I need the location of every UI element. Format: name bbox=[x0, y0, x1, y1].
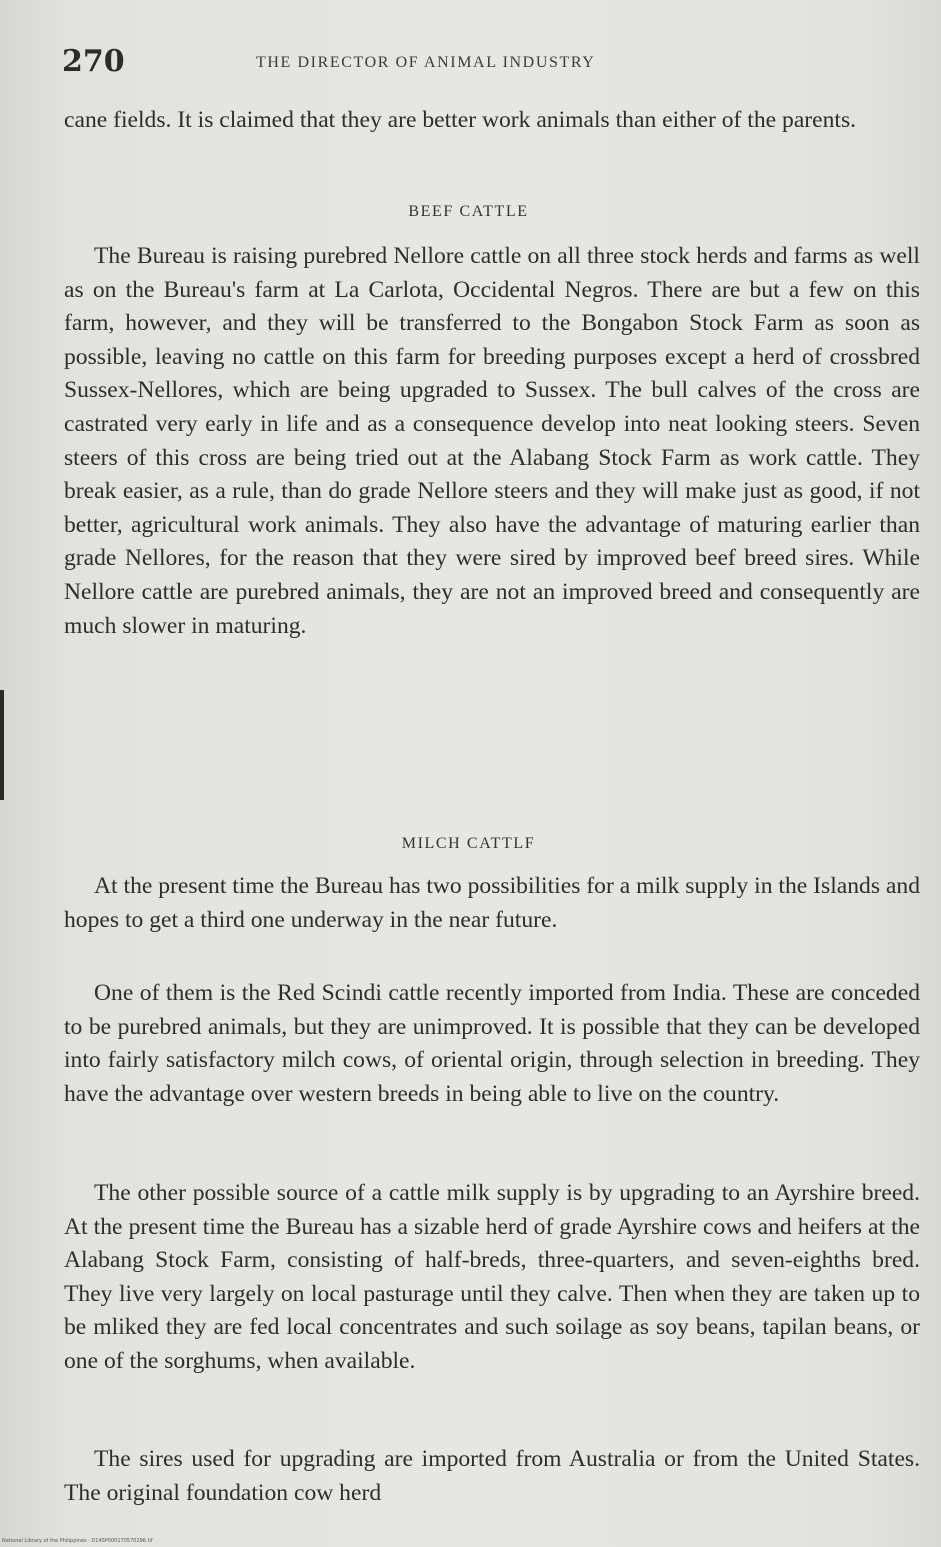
section-heading-milch-cattle: MILCH CATTLF bbox=[401, 835, 536, 852]
paragraph-sires: The sires used for upgrading are imported from Australia or from the United States. The original foundation cow herd bbox=[64, 1446, 920, 1506]
page-edge-shadow bbox=[0, 690, 4, 800]
scan-footer: National Library of the Philippines · D14SP000170570296.tif bbox=[2, 1538, 153, 1544]
section-heading-beef-cattle: BEEF CATTLE bbox=[408, 203, 529, 220]
page-number: 270 bbox=[62, 44, 125, 79]
paragraph-ayrshire: The other possible source of a cattle milk supply is by upgrading to an Ayrshire breed. At the present time the Bureau has a sizable herd of grade Ayrshire cows and heifers at the Alabang Stock Farm, consisting of half-breds, three-quarters, and seven-eighths bred. They live very largely on local pasturage until they calve. Then when they are taken up to be mliked they are fed local concentrates and such soilage as soy beans, tapilan beans, or one of the sorghums, when available. bbox=[64, 1180, 920, 1374]
paragraph-milk-supply: At the present time the Bureau has two possibilities for a milk supply in the Islands and hopes to get a third one underway in the near future. bbox=[64, 873, 920, 933]
paragraph-cane-fields: cane fields. It is claimed that they are better work animals than either of the parents. bbox=[64, 107, 857, 133]
paragraph-nellore-cattle: The Bureau is raising purebred Nellore cattle on all three stock herds and farms as well as on the Bureau's farm at La Carlota, Occidental Negros. There are but a few on this farm, however, and they will be transferred to the Bongabon Stock Farm as soon as possible, leaving no cattle on this farm for breeding purposes except a herd of crossbred Sussex-Nellores, which are being upgraded to Sussex. The bull calves of the cross are castrated very early in life and as a consequence develop into neat looking steers. Seven steers of this cross are being tried out at the Alabang Stock Farm as work cattle. They break easier, as a rule, than do grade Nellore steers and they will make just as good, if not better, agricultural work animals. They also have the advantage of maturing earlier than grade Nellores, for the reason that they were sired by improved beef breed sires. While Nellore cattle are purebred animals, they are not an improved breed and consequently are much slower in maturing. bbox=[64, 243, 920, 639]
page-header bbox=[62, 44, 902, 84]
running-head: THE DIRECTOR OF ANIMAL INDUSTRY bbox=[256, 54, 596, 71]
paragraph-red-scindi: One of them is the Red Scindi cattle recently imported from India. These are conceded to be purebred animals, but they are unimproved. It is possible that they can be developed into fairly satisfactory milch cows, of oriental origin, through selection in breeding. They have the advantage over western breeds in being able to live on the country. bbox=[64, 980, 920, 1107]
